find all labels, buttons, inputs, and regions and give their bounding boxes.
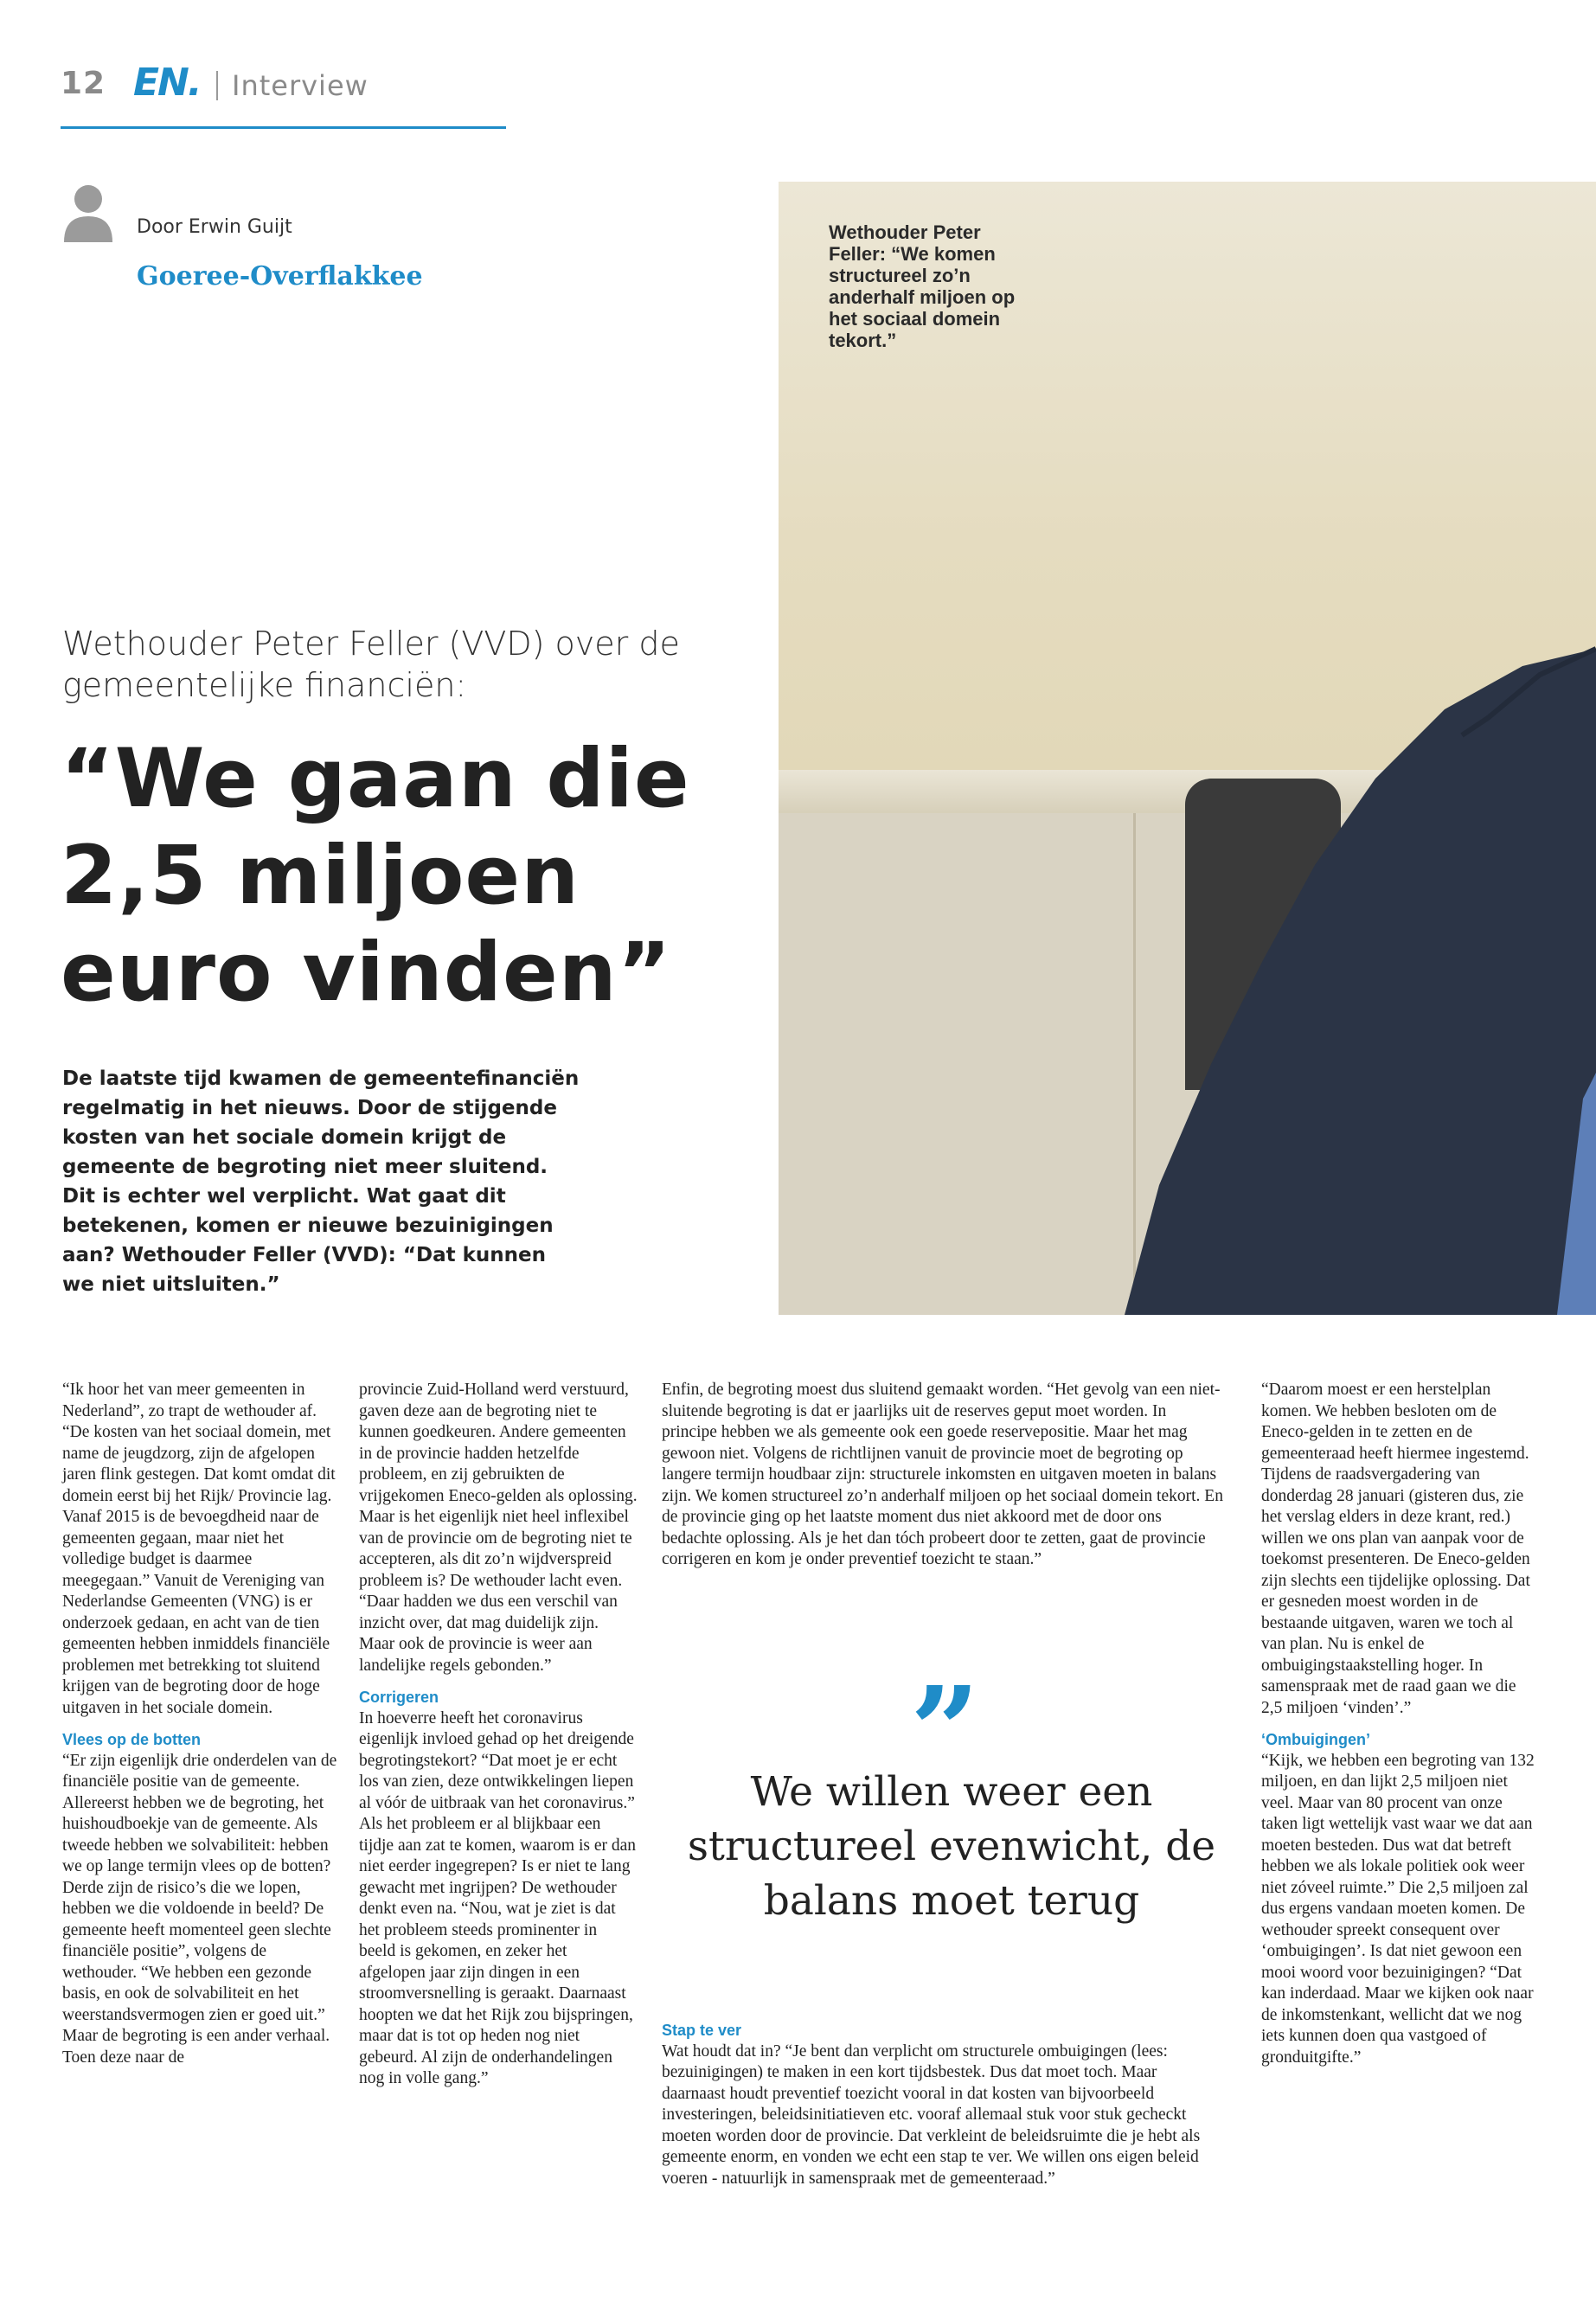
subheading: ‘Ombuigingen’ xyxy=(1261,1731,1370,1748)
paragraph: In hoeverre heeft het coronavirus eigenlijk invloed gehad op het dreigende begrotingstekort? “Dat moet je er echt los van zien, deze ontwikkelingen liepen al vóór de uitbraak van het coronavirus.” Als het probleem er al blijkbaar een tijdje aan zat te komen, waarom is er dan niet eerder ingegrepen? Is er niet te lang gewacht met ingrijpen? De wethouder denkt even na. “Nou, wat je ziet is dat het probleem steeds prominenter in beeld is gekomen, en zeker het afgelopen jaar zijn dingen in een stroomversnelling is geraakt. Daarnaast hoopten we dat het Rijk zou bijspringen, maar dat is tot op heden nog niet gebeurd. Al zijn de onderhandelingen nog in volle gang.” xyxy=(359,1708,636,2087)
article-kicker: Wethouder Peter Feller (VVD) over de gemeentelijke financiën: xyxy=(62,625,680,704)
section-label: Interview xyxy=(232,69,369,102)
article-column-4 xyxy=(1261,1380,1538,2068)
article-column-3-top xyxy=(662,1380,1224,1571)
paragraph: Enfin, de begroting moest dus sluitend gemaakt worden. “Het gevolg van een niet-sluitende begroting is dat er jaarlijks uit de reserves geput moet worden. In principe hebben we als gemeente ook een goede reservepositie. Maar het mag gewoon niet. Volgens de richtlijnen vanuit de provincie moet de begroting op langere termijn houdbaar zijn: structurele inkomsten en uitgaven moeten in balans zijn. We komen structureel zo’n anderhalf miljoen op het sociaal domein tekort. En de provincie ging op het laatste moment dus niet akkoord met de door ons bedachte oplossing. Als je het dan tóch probeert door te zetten, gaat de provincie corrigeren en kom je onder preventief toezicht te staan.” xyxy=(662,1381,1223,1568)
article-lead: De laatste tijd kwamen de gemeentefinanciën regelmatig in het nieuws. Door de stijgende kosten van het sociale domein krijgt de gemeente de begroting niet meer sluitend. Dit is echter wel verplicht. Wat gaat dit betekenen, komen er nieuwe bezuinigingen aan? Wethouder Feller (VVD): “Dat kunnen we niet uitsluiten.” xyxy=(62,1067,580,1296)
paragraph: Maar de begroting is een ander verhaal. Toen deze naar de xyxy=(62,2027,330,2067)
article-headline: “We gaan die 2,5 miljoen euro vinden” xyxy=(61,732,690,1020)
article-column-1 xyxy=(62,1380,341,2068)
paragraph: Wat houdt dat in? “Je bent dan verplicht om structurele ombuigingen (lees: bezuinigingen) te maken in een kort tijdsbestek. Dus dat moet toch. Maar daarnaast houdt preventief toezicht vooral in dat kosten van bijvoorbeeld investeringen, beleidsinitiatieven etc. vooraf allemaal stuk voor stuk gecheckt moeten worden door de provincie. Dat verkleint de beleidsruimte die je hebt als gemeente enorm, en vonden we echt een stap te ver. We willen ons eigen beleid voeren - natuurlijk in samenspraak met de gemeenteraad.” xyxy=(662,2041,1201,2188)
page-number: 12 xyxy=(61,66,106,101)
paragraph: “Kijk, we hebben een begroting van 132 miljoen, en dan lijkt 2,5 miljoen niet veel. Maar van 80 procent van onze taken ligt wettelijk vast waar we dat aan moeten besteden. Dus wat dat betreft hebben we als lokale politiek ook weer niet zóveel ruimte.” Die 2,5 miljoen zal dus ergens vandaan moeten komen. De wethouder spreekt consequent over ‘ombuigingen’. Is dat niet gewoon een mooi woord voor bezuinigingen? “Dat kan inderdaad. Maar we kijken ook naar de inkomstenkant, wellicht dat we nog iets kunnen doen qua vastgoed of gronduitgifte.” xyxy=(1261,1751,1535,2067)
paragraph: “Ik hoor het van meer gemeenten in Nederland”, zo trapt de wethouder af. “De kosten van het sociaal domein, met name de jeugdzorg, zijn de afgelopen jaren flink gestegen. Dat komt omdat dit domein eerst bij het Rijk/ Provincie lag. Vanaf 2015 is de bevoegdheid naar de gemeenten gegaan, maar niet het volledige budget is daarmee meegegaan.” Vanuit de Vereniging van Nederlandse Gemeenten (VNG) is er onderzoek gedaan, en acht van de tien gemeenten hebben inmiddels financiële problemen met betrekking tot sluitend krijgen van de begroting door de hoge uitgaven in het sociale domein. xyxy=(62,1381,336,1717)
quote-mark-icon: ” xyxy=(910,1661,980,1803)
pull-quote: We willen weer een structureel evenwicht, de balans moet terug xyxy=(687,1768,1216,1925)
subheading: Vlees op de botten xyxy=(62,1731,202,1748)
region-label: Goeree-Overflakkee xyxy=(137,261,423,292)
subheading: Corrigeren xyxy=(359,1689,439,1706)
photo-caption: Wethouder Peter Feller: “We komen structureel zo’n anderhalf miljoen op het sociaal domein tekort.” xyxy=(829,221,1016,351)
photo-person-jacket xyxy=(779,182,1596,1315)
article-column-2 xyxy=(359,1380,638,2090)
article-photo xyxy=(779,182,1596,1315)
header-rule xyxy=(61,126,506,129)
author-byline: Door Erwin Guijt xyxy=(137,216,292,238)
header-divider xyxy=(216,71,218,100)
paragraph: “Daarom moest er een herstelplan komen. We hebben besloten om de Eneco-gelden in te zetten en de gemeenteraad heeft hiermee ingestemd. Tijdens de raadsvergadering van donderdag 28 januari (gisteren dus, zie het verslag elders in deze krant, red.) willen we ons plan van aanpak voor de toekomst presenteren. De Eneco-gelden zijn slechts een tijdelijke oplossing. Dat er gesneden moest worden in de bestaande uitgaven, waren we toch al van plan. Nu is enkel de ombuigingstaakstelling hoger. In samenspraak met de raad gaan we die 2,5 miljoen ‘vinden’.” xyxy=(1261,1381,1530,1717)
paragraph: “Er zijn eigenlijk drie onderdelen van de financiële positie van de gemeente. Allereerst hebben we de begroting, het huishoudboekje van de gemeente. Als tweede hebben we solvabiliteit: hebben we op lange termijn vlees op de botten? Derde zijn de risico’s die we lopen, hebben we die voldoende in beeld? De gemeente heeft momenteel geen slechte financiële positie”, volgens de wethouder. “We hebben een gezonde basis, en ook de solvabiliteit en het weerstandsvermogen zien er goed uit.” xyxy=(62,1751,337,2024)
person-icon xyxy=(62,182,114,242)
publication-logo: EN. xyxy=(133,61,201,105)
paragraph: provincie Zuid-Holland werd verstuurd, gaven deze aan de begroting niet te kunnen goedkeuren. Andere gemeenten in de provincie hadden hetzelfde probleem, en zij gebruikten de vrijgekomen Eneco-gelden als oplossing. Maar is het eigenlijk niet heel inflexibel van de provincie om de begroting niet te accepteren, als dit zo’n wijdverspreid probleem is? De wethouder lacht even. “Daar hadden we dus een verschil van inzicht over, dat mag duidelijk zijn. Maar ook de provincie is weer aan landelijke regels gebonden.” xyxy=(359,1381,638,1675)
page-header xyxy=(61,59,506,128)
article-column-3-bottom xyxy=(662,2020,1224,2189)
subheading: Stap te ver xyxy=(662,2022,742,2039)
